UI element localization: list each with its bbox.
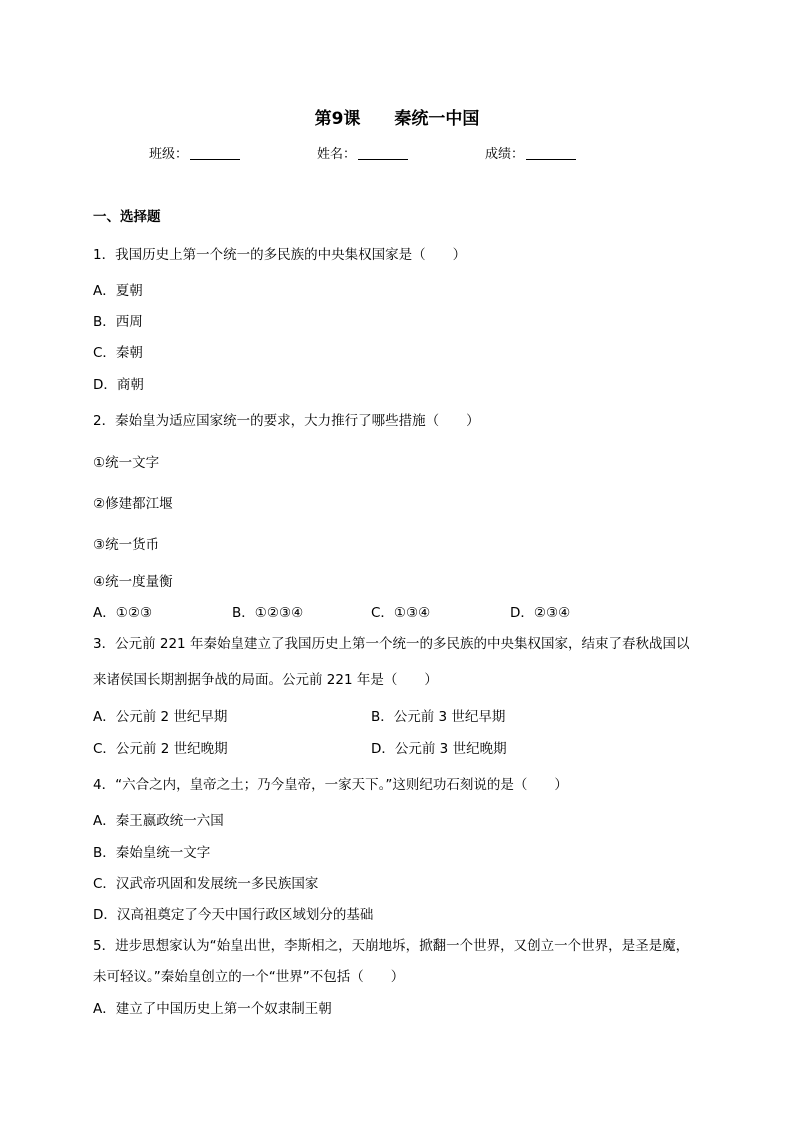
name-blank[interactable] bbox=[358, 159, 408, 160]
question-2-item-3: ③统一货币 bbox=[93, 537, 160, 553]
section-heading: 一、选择题 bbox=[93, 209, 161, 225]
question-1-option-d[interactable]: D．商朝 bbox=[93, 377, 144, 393]
question-1-option-a[interactable]: A．夏朝 bbox=[93, 283, 143, 299]
question-1-stem: 1．我国历史上第一个统一的多民族的中央集权国家是（ ） bbox=[93, 247, 467, 263]
question-4-option-a[interactable]: A．秦王嬴政统一六国 bbox=[93, 813, 224, 829]
question-2-option-d[interactable]: D．②③④ bbox=[510, 605, 571, 621]
question-2-item-4: ④统一度量衡 bbox=[93, 574, 173, 590]
question-5-option-a[interactable]: A．建立了中国历史上第一个奴隶制王朝 bbox=[93, 1001, 332, 1017]
question-2-option-c[interactable]: C．①③④ bbox=[371, 605, 431, 621]
question-5-stem-line-2: 未可轻议。”秦始皇创立的一个“世界”不包括（ ） bbox=[93, 969, 405, 985]
question-4-option-c[interactable]: C．汉武帝巩固和发展统一多民族国家 bbox=[93, 876, 319, 892]
score-label: 成绩： bbox=[485, 147, 525, 162]
lesson-number: 第9课 bbox=[314, 109, 361, 129]
class-field[interactable] bbox=[149, 143, 240, 162]
question-3-option-c[interactable]: C．公元前 2 世纪晚期 bbox=[93, 741, 228, 757]
question-3-option-d[interactable]: D．公元前 3 世纪晚期 bbox=[371, 741, 507, 757]
question-3-stem-line-2: 来诸侯国长期割据争战的局面。公元前 221 年是（ ） bbox=[93, 672, 438, 688]
question-3-stem-line-1: 3．公元前 221 年秦始皇建立了我国历史上第一个统一的多民族的中央集权国家，结束了春秋战国以 bbox=[93, 636, 690, 652]
question-4-option-b[interactable]: B．秦始皇统一文字 bbox=[93, 845, 211, 861]
question-2-item-1: ①统一文字 bbox=[93, 455, 160, 471]
question-3-option-a[interactable]: A．公元前 2 世纪早期 bbox=[93, 709, 228, 725]
lesson-topic: 秦统一中国 bbox=[394, 109, 480, 129]
class-blank[interactable] bbox=[190, 159, 240, 160]
question-2-option-a[interactable]: A．①②③ bbox=[93, 605, 153, 621]
score-blank[interactable] bbox=[526, 159, 576, 160]
question-2-option-b[interactable]: B．①②③④ bbox=[232, 605, 304, 621]
page-title bbox=[0, 104, 794, 129]
name-field[interactable] bbox=[317, 143, 408, 162]
question-4-stem: 4．“六合之内，皇帝之土；乃今皇帝，一家天下。”这则纪功石刻说的是（ ） bbox=[93, 777, 568, 793]
question-4-option-d[interactable]: D．汉高祖奠定了今天中国行政区域划分的基础 bbox=[93, 907, 374, 923]
name-label: 姓名： bbox=[317, 147, 357, 162]
question-1-option-c[interactable]: C．秦朝 bbox=[93, 345, 143, 361]
score-field[interactable] bbox=[485, 143, 576, 162]
question-2-stem: 2．秦始皇为适应国家统一的要求，大力推行了哪些措施（ ） bbox=[93, 413, 480, 429]
question-2-item-2: ②修建都江堰 bbox=[93, 496, 173, 512]
question-5-stem-line-1: 5．进步思想家认为“始皇出世，李斯相之，天崩地坼，掀翻一个世界，又创立一个世界，是圣是魔， bbox=[93, 938, 690, 954]
question-3-option-b[interactable]: B．公元前 3 世纪早期 bbox=[371, 709, 506, 725]
question-1-option-b[interactable]: B．西周 bbox=[93, 314, 143, 330]
class-label: 班级： bbox=[149, 147, 189, 162]
